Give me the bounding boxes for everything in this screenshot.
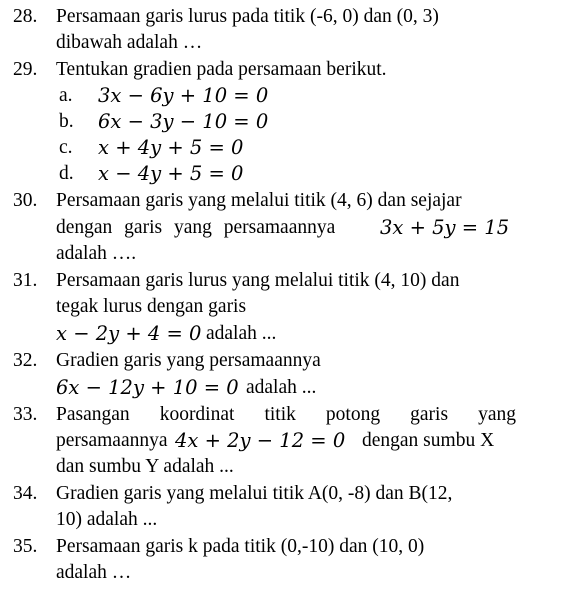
option-letter: b. — [59, 111, 74, 132]
question-text: Persamaan garis yang melalui titik (4, 6) dan sejajar — [56, 190, 462, 211]
question-30-line-2 — [0, 215, 587, 241]
question-text: 10) adalah ... — [56, 509, 158, 530]
option-expression: 6x − 3y − 10 = 0 — [98, 110, 269, 133]
question-text: Persamaan garis k pada titik (0,-10) dan (10, 0) — [56, 536, 425, 557]
question-29-line-1 — [0, 57, 587, 83]
equation: 3x + 5y = 15 — [380, 216, 510, 239]
question-33-line-2 — [0, 428, 587, 454]
question-number: 30. — [13, 190, 38, 211]
question-number: 35. — [13, 536, 38, 557]
equation: 4x + 2y − 12 = 0 — [175, 429, 346, 452]
question-34-line-2 — [0, 507, 587, 533]
question-number: 33. — [13, 404, 38, 425]
question-text: adalah …. — [56, 243, 137, 264]
question-text: dan sumbu Y adalah ... — [56, 456, 234, 477]
question-text: Pasangan koordinat titik potong garis yang — [56, 404, 516, 425]
question-30-line-1 — [0, 188, 587, 214]
option-d — [0, 161, 587, 187]
question-31-line-1 — [0, 268, 587, 294]
question-28-line-2 — [0, 30, 587, 56]
question-text: Persamaan garis lurus pada titik (-6, 0) dan (0, 3) — [56, 6, 439, 27]
question-35-line-2 — [0, 560, 587, 586]
question-text: Tentukan gradien pada persamaan berikut. — [56, 59, 387, 80]
question-34-line-1 — [0, 481, 587, 507]
question-28-line-1 — [0, 4, 587, 30]
option-letter: a. — [59, 85, 73, 106]
question-text: dibawah adalah … — [56, 32, 203, 53]
question-number: 31. — [13, 270, 38, 291]
option-a — [0, 83, 587, 109]
option-letter: d. — [59, 163, 74, 184]
question-number: 34. — [13, 483, 38, 504]
question-number: 32. — [13, 350, 38, 371]
question-33-line-3 — [0, 454, 587, 480]
question-text: Persamaan garis lurus yang melalui titik (4, 10) dan — [56, 270, 460, 291]
question-text: dengan sumbu X — [362, 430, 495, 451]
question-31-line-2 — [0, 294, 587, 320]
option-c — [0, 135, 587, 161]
option-expression: x + 4y + 5 = 0 — [98, 136, 244, 159]
question-text: adalah … — [56, 562, 132, 583]
option-letter: c. — [59, 137, 73, 158]
question-text: dengan garis yang persamaannya — [56, 217, 336, 238]
question-number: 29. — [13, 59, 38, 80]
question-31-line-3 — [0, 321, 587, 347]
option-expression: 3x − 6y + 10 = 0 — [98, 84, 269, 107]
question-30-line-3 — [0, 241, 587, 267]
question-text: Gradien garis yang melalui titik A(0, -8) dan B(12, — [56, 483, 453, 504]
option-expression: x − 4y + 5 = 0 — [98, 162, 244, 185]
question-35-line-1 — [0, 534, 587, 560]
question-32-line-1 — [0, 348, 587, 374]
question-text: persamaannya — [56, 430, 168, 451]
question-text: Gradien garis yang persamaannya — [56, 350, 321, 371]
question-32-line-2 — [0, 375, 587, 401]
equation: 6x − 12y + 10 = 0 — [56, 376, 239, 399]
option-b — [0, 109, 587, 135]
question-number: 28. — [13, 6, 38, 27]
question-text: tegak lurus dengan garis — [56, 296, 247, 317]
question-33-line-1 — [0, 402, 587, 428]
equation: x − 2y + 4 = 0 — [56, 322, 202, 345]
question-text: adalah ... — [206, 323, 277, 344]
question-text: adalah ... — [246, 377, 317, 398]
